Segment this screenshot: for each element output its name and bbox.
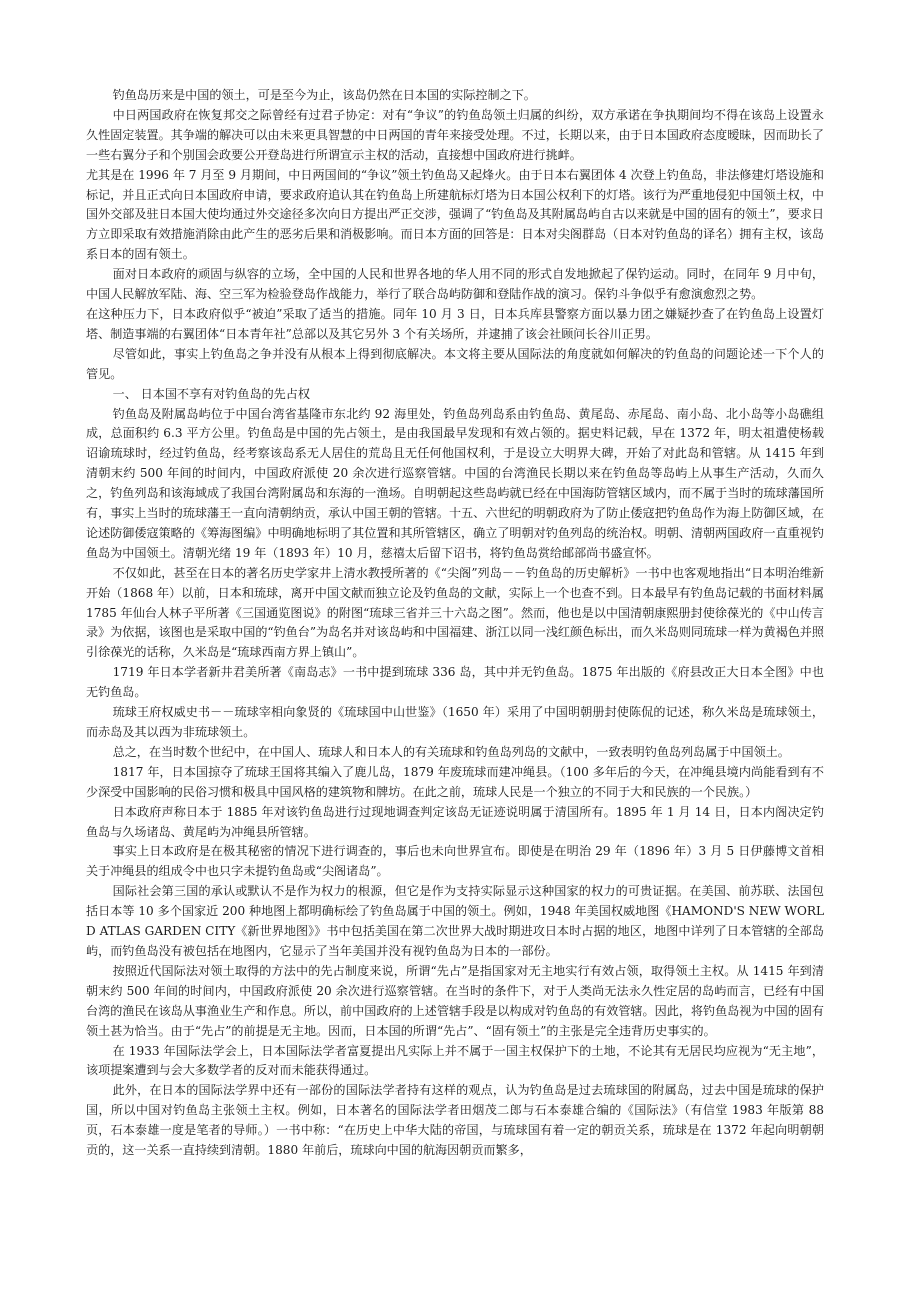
paragraph: 面对日本政府的顽固与纵容的立场，全中国的人民和世界各地的华人用不同的形式自发地掀起了保钓运动。同时，在同年 9 月中旬，中国人民解放军陆、海、空三军为检验登岛作战能力，举行了联合岛屿防御和登陆作战的演习。保钓斗争似乎有愈演愈烈之势。 bbox=[86, 267, 824, 302]
paragraph: 尽管如此，事实上钓鱼岛之争并没有从根本上得到彻底解决。本文将主要从国际法的角度就如何解决的钓鱼岛的问题论述一下个人的管见。 bbox=[86, 346, 824, 381]
paragraph: 在 1933 年国际法学会上，日本国际法学者富夏提出凡实际上并不属于一国主权保护下的土地，不论其有无居民均应视为“无主地”，该项提案遭到与会大多数学者的反对而未能获得通过。 bbox=[86, 1043, 824, 1078]
document-body bbox=[86, 86, 824, 1161]
paragraph: 琉球王府权威史书－－琉球宰相向象贤的《琉球国中山世鉴》（1650 年）采用了中国明朝册封使陈侃的记述，称久米岛是琉球领土，而赤岛及其以西为非琉球领土。 bbox=[86, 705, 824, 739]
paragraph: 在这种压力下，日本政府似乎“被迫”采取了适当的措施。同年 10 月 3 日，日本兵库县警察方面以暴力团之嫌疑抄查了在钓鱼岛上设置灯塔、制造事端的右翼团体“日本青年社”总部以及其它另外 3 个有关场所，并逮捕了该会社顾问长谷川正男。 bbox=[86, 306, 824, 341]
paragraph: 国际社会第三国的承认或默认不是作为权力的根源，但它是作为支持实际显示这种国家的权力的可贵证据。在美国、前苏联、法国包括日本等 10 多个国家近 200 种地图上都明确标绘了钓鱼岛属于中国的领土。例如，1948 年美国权威地图《HAMOND'S NEW WORLD ATLAS GARDEN CITY《新世界地图》》书中包括美国在第二次世界大战时期进攻日本时占据的地区，地图中详列了日本管辖的全部岛屿，而钓鱼岛没有被包括在地图内，它显示了当年美国并没有视钓鱼岛为日本的一部份。 bbox=[86, 884, 824, 958]
paragraph: 事实上日本政府是在极其秘密的情况下进行调查的，事后也未向世界宣布。即使是在明治 29 年（1896 年）3 月 5 日伊藤博文首相关于冲绳县的组成令中也只字未提钓鱼岛或“尖阁诸岛”。 bbox=[86, 844, 824, 879]
paragraph: 1719 年日本学者新井君美所著《南岛志》一书中提到琉球 336 岛，其中并无钓鱼岛。1875 年出版的《府县改正大日本全图》中也无钓鱼岛。 bbox=[86, 665, 824, 700]
paragraph: 钓鱼岛及附属岛屿位于中国台湾省基隆市东北约 92 海里处，钓鱼岛列岛系由钓鱼岛、黄尾岛、赤尾岛、南小岛、北小岛等小岛礁组成，总面积约 6.3 平方公里。钓鱼岛是中国的先占领土，是由我国最早发现和有效占领的。据史料记载，早在 1372 年，明太祖遣使杨载诏谕琉球时，经过钓鱼岛，经考察该岛系无人居住的荒岛且无任何他国权利，于是设立大明界大碑，开始了对此岛和管辖。从 1415 年到清朝末约 500 年间的时间内，中国政府派使 20 余次进行巡察管辖。中国的台湾渔民长期以来在钓鱼岛等岛屿上从事生产活动，久而久之，钓鱼列岛和该海域成了我国台湾附属岛和东海的一渔场。自明朝起这些岛屿就已经在中国海防管辖区域内，而不属于当时的琉球藩国所有，事实上当时的琉球藩王一直向清朝纳贡，承认中国王朝的管辖。十五、六世纪的明朝政府为了防止倭寇把钓鱼岛作为海上防御区域，在论述防御倭寇策略的《筹海图编》中明确地标明了其位置和其所管辖区，确立了明朝对钓鱼列岛的统治权。明朝、清朝两国政府一直重视钓鱼岛为中国领土。清朝光绪 19 年（1893 年）10 月，慈禧太后留下诏书，将钓鱼岛赏给邮部尚书盛宣怀。 bbox=[86, 406, 824, 560]
paragraph: 总之，在当时数个世纪中，在中国人、琉球人和日本人的有关琉球和钓鱼岛列岛的文献中，一致表明钓鱼岛列岛属于中国领土。 bbox=[112, 744, 790, 759]
paragraph: 按照近代国际法对领土取得的方法中的先占制度来说，所谓“先占”是指国家对无主地实行有效占领，取得领土主权。从 1415 年到清朝末约 500 年间的时间内，中国政府派使 20 余次进行巡察管辖。在当时的条件下，对于人类尚无法永久性定居的岛屿而言，已经有中国台湾的渔民在该岛从事渔业生产和作息。所以，前中国政府的上述管辖手段是以构成对钓鱼岛的有效管辖。因此，将钓鱼岛视为中国的固有领土甚为恰当。由于“先占”的前提是无主地。因而，日本国的所谓“先占”、“固有领土”的主张是完全违背历史事实的。 bbox=[86, 963, 824, 1038]
paragraph: 不仅如此，甚至在日本的著名历史学家井上清水教授所著的《“尖阁”列岛－－钓鱼岛的历史解析》一书中也客观地指出“日本明治维新开始（1868 年）以前，日本和琉球，离开中国文献而独立论及钓鱼岛的文献，实际上一个也查不到。日本最早有钓鱼岛记载的书面材料属 1785 年仙台人林子平所著《三国通览图说》的附图“琉球三省并三十六岛之图”。然而，他也是以中国清朝康熙册封使徐葆光的《中山传言录》为依据，该图也是采取中国的“钓鱼台”为岛名并对该岛屿和中国福建、浙江以同一浅红颜色标出，而久米岛则同琉球一样为黄褐色并照引徐葆光的话称，久米岛是“琉球西南方界上镇山”。 bbox=[86, 565, 824, 660]
paragraph: 尤其是在 1996 年 7 月至 9 月期间，中日两国间的“争议”领土钓鱼岛又起烽火。由于日本右翼团体 4 次登上钓鱼岛，非法修建灯塔设施和标记，并且正式向日本国政府申请，要求政府追认其在钓鱼岛上所建航标灯塔为日本国公权利下的灯塔。该行为严重地侵犯中国领土权，中国外交部及驻日本国大使均通过外交途径多次向日方提出严正交涉，强调了“钓鱼岛及其附属岛屿自古以来就是中国的固有的领土”，要求日方立即采取有效措施消除由此产生的恶劣后果和消极影响。而日本方面的回答是：日本对尖阁群岛（日本对钓鱼岛的译名）拥有主权，该岛系日本的固有领土。 bbox=[86, 167, 824, 262]
paragraph: 日本政府声称日本于 1885 年对该钓鱼岛进行过现地调查判定该岛无证迹说明属于清国所有。1895 年 1 月 14 日，日本内阁决定钓鱼岛与久场诸岛、黄尾屿为冲绳县所管辖。 bbox=[86, 804, 824, 839]
section-heading: 一、 日本国不享有对钓鱼岛的先占权 bbox=[112, 386, 310, 401]
paragraph: 中日两国政府在恢复邦交之际曾经有过君子协定：对有“争议”的钓鱼岛领土归属的纠纷，双方承诺在争执期间均不得在该岛上设置永久性固定装置。其争端的解决可以由未来更具智慧的中日两国的青年来接受处理。不过，长期以来，由于日本国政府态度暧昧，因而助长了一些右翼分子和个别国会政要公开登岛进行所谓宣示主权的活动，直接想中国政府进行挑衅。 bbox=[86, 107, 824, 162]
paragraph: 此外，在日本的国际法学界中还有一部份的国际法学者持有这样的观点，认为钓鱼岛是过去琉球国的附属岛，过去中国是琉球的保护国，所以中国对钓鱼岛主张领土主权。例如，日本著名的国际法学者田烟茂二郎与石本泰雄合编的《国际法》（有信堂 1983 年版第 88 页，石本泰雄一度是笔者的导师。）一书中称：“在历史上中华大陆的帝国，与琉球国有着一定的朝贡关系，琉球是在 1372 年起向明朝朝贡的，这一关系一直持续到清朝。1880 年前后，琉球向中国的航海因朝贡而繁多， bbox=[86, 1083, 824, 1158]
paragraph: 钓鱼岛历来是中国的领土，可是至今为止，该岛仍然在日本国的实际控制之下。 bbox=[112, 88, 536, 102]
paragraph: 1817 年，日本国掠夺了琉球王国将其编入了鹿儿岛，1879 年废琉球而建冲绳县。（100 多年后的今天，在冲绳县境内尚能看到有不少深受中国影响的民俗习惯和极具中国风格的建筑物和牌坊。在此之前，琉球人民是一个独立的不同于大和民族的一个民族。） bbox=[86, 764, 824, 799]
